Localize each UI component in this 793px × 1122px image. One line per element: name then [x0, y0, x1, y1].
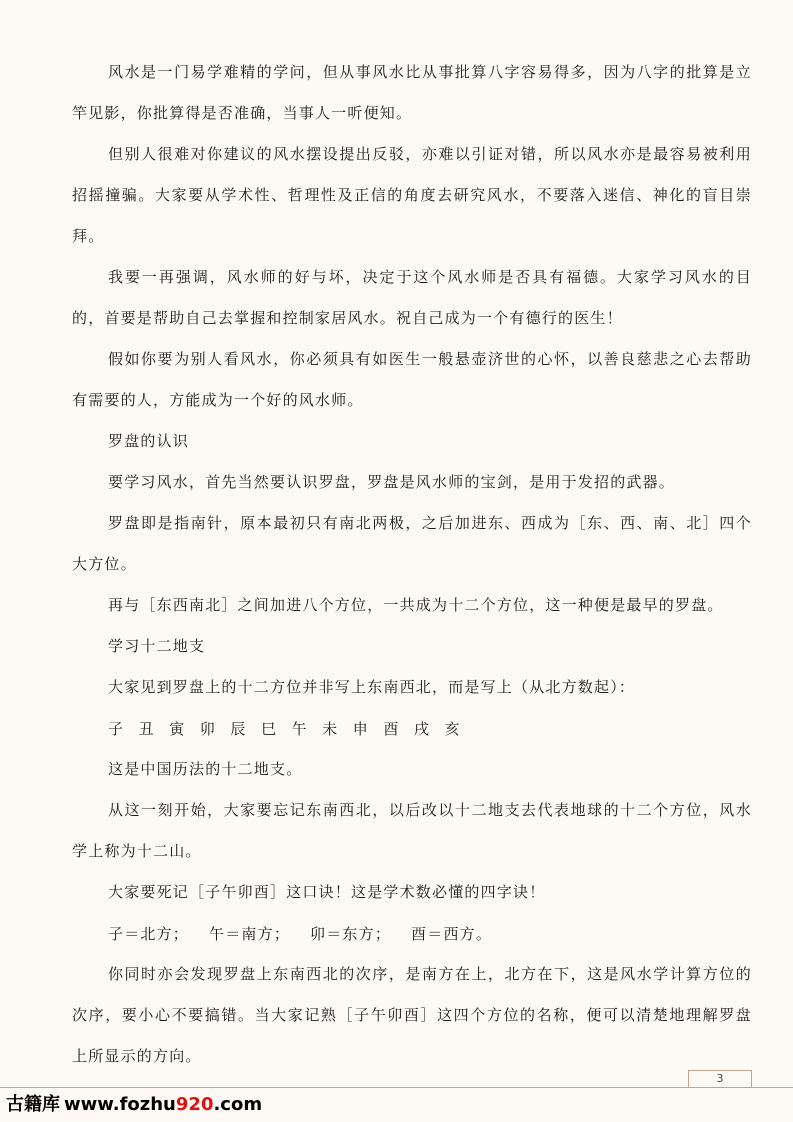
watermark-site-prefix: www.fozhu	[64, 1094, 176, 1115]
section-heading: 学习十二地支	[108, 637, 206, 655]
paragraph: 大家要死记［子午卯酉］这口诀！这是学术数必懂的四字诀！	[108, 883, 546, 901]
earthly-branch: 子	[108, 720, 124, 738]
earthly-branch: 辰	[230, 720, 246, 738]
earthly-branch: 戌	[413, 720, 429, 738]
watermark-logo	[6, 1090, 262, 1114]
paragraph: 再与［东西南北］之间加进八个方位，一共成为十二个方位，这一种便是最早的罗盘。	[108, 596, 724, 614]
equivalence-item: 卯＝东方；	[310, 925, 392, 943]
equivalence-item: 子＝北方；	[108, 925, 190, 943]
paragraph: 我要一再强调，风水师的好与坏，决定于这个风水师是否具有福德。大家学习风水的目的，首要是帮助自己去掌握和控制家居风水。祝自己成为一个有德行的医生！	[72, 268, 752, 327]
paragraph: 但别人很难对你建议的风水摆设提出反驳，亦难以引证对错，所以风水亦是最容易被利用招摇撞骗。大家要从学术性、哲理性及正信的角度去研究风水，不要落入迷信、神化的盲目崇拜。	[72, 145, 752, 245]
paragraph: 大家见到罗盘上的十二方位并非写上东南西北，而是写上（从北方数起）：	[108, 678, 636, 696]
earthly-branch: 未	[322, 720, 338, 738]
document-body	[72, 52, 752, 1077]
direction-equivalences	[72, 913, 752, 954]
paragraph: 假如你要为别人看风水，你必须具有如医生一般悬壶济世的心怀，以善良慈悲之心去帮助有需要的人，方能成为一个好的风水师。	[72, 350, 752, 409]
earthly-branch: 午	[291, 720, 307, 738]
earthly-branch: 寅	[169, 720, 185, 738]
equivalence-item: 酉＝西方。	[411, 925, 493, 943]
watermark-site-number: 920	[175, 1094, 214, 1115]
earthly-branch: 卯	[199, 720, 215, 738]
earthly-branch: 亥	[444, 720, 460, 738]
paragraph: 你同时亦会发现罗盘上东南西北的次序，是南方在上，北方在下，这是风水学计算方位的次序，要小心不要搞错。当大家记熟［子午卯酉］这四个方位的名称，便可以清楚地理解罗盘上所显示的方向。	[72, 965, 752, 1065]
paragraph: 从这一刻开始，大家要忘记东南西北，以后改以十二地支去代表地球的十二个方位，风水学上称为十二山。	[72, 801, 752, 860]
footer-divider	[0, 1087, 793, 1088]
equivalence-item: 午＝南方；	[209, 925, 291, 943]
earthly-branch: 巳	[260, 720, 276, 738]
paragraph: 要学习风水，首先当然要认识罗盘，罗盘是风水师的宝剑，是用于发招的武器。	[108, 473, 676, 491]
watermark-name: 古籍库	[6, 1094, 60, 1115]
earthly-branch: 丑	[138, 720, 154, 738]
earthly-branch: 申	[352, 720, 368, 738]
paragraph: 风水是一门易学难精的学问，但从事风水比从事批算八字容易得多，因为八字的批算是立竿见影，你批算得是否准确，当事人一听便知。	[72, 63, 752, 122]
paragraph: 罗盘即是指南针，原本最初只有南北两极，之后加进东、西成为［东、西、南、北］四个大方位。	[72, 514, 752, 573]
watermark-site-suffix: .com	[213, 1094, 263, 1115]
section-heading: 罗盘的认识	[108, 432, 190, 450]
earthly-branch: 酉	[383, 720, 399, 738]
earthly-branches-row	[72, 708, 752, 749]
page-number: 3	[688, 1070, 752, 1087]
paragraph: 这是中国历法的十二地支。	[108, 760, 303, 778]
